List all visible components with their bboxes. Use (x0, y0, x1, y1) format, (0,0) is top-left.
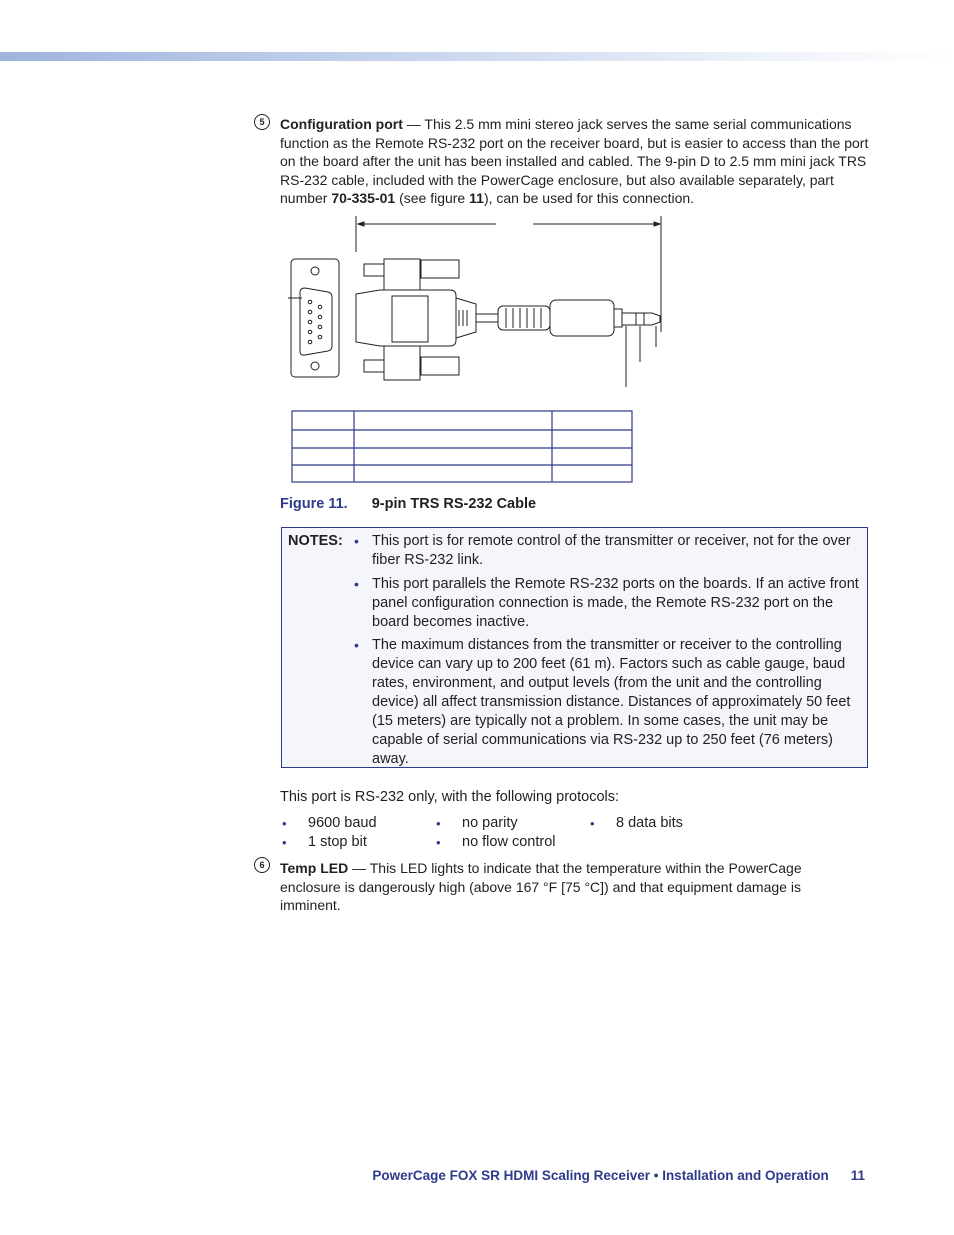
footer-title: PowerCage FOX SR HDMI Scaling Receiver • Installation and Operation (372, 1168, 829, 1183)
configuration-port-text-end: ), can be used for this connection. (483, 190, 695, 206)
notes-box (281, 527, 868, 768)
protocol-item: 1 stop bit (308, 834, 367, 850)
notes-label: NOTES: (288, 533, 343, 549)
temp-led-title: Temp LED (280, 860, 349, 876)
bullet-icon: • (282, 816, 287, 831)
figure-caption (280, 496, 536, 512)
note-item: This port parallels the Remote RS-232 ports on the boards. If an active front panel configuration connection is made, the Remote RS-232 port on the board becomes inactive. (372, 576, 859, 630)
figure-number: Figure 11. (280, 496, 348, 512)
bullet-icon: • (590, 816, 595, 831)
figure-title: 9-pin TRS RS-232 Cable (371, 496, 537, 512)
item-5-marker: 5 (254, 114, 270, 130)
protocol-item: no parity (462, 815, 518, 831)
figure-ref-text: (see figure (395, 190, 470, 206)
figure-ref-number: 11 (469, 190, 484, 206)
note-item: The maximum distances from the transmitter or receiver to the controlling device can vary up to 200 feet (61 m). Factors such as cable gauge, baud rates, environment, and output levels (from the unit and the controlling device) all affect transmission distance. Distances of approximately 50 feet (15 meters) are typically not a problem. In some cases, the unit may be capable of serial communications via RS-232 up to 250 feet (76 meters) away. (372, 637, 851, 767)
note-item: This port is for remote control of the transmitter or receiver, not for the over fiber RS-232 link. (372, 533, 851, 568)
dash: — (402, 116, 425, 132)
page-footer (372, 1168, 865, 1183)
configuration-port-title: Configuration port (280, 116, 403, 132)
temp-led-text: This LED lights to indicate that the temperature within the PowerCage enclosure is dangerously high (above 167 °F [75 °C]) and that equipment damage is imminent. (280, 860, 802, 913)
protocol-item: 8 data bits (616, 815, 683, 831)
page-number: 11 (850, 1168, 865, 1183)
configuration-port-paragraph (280, 115, 875, 208)
protocol-item: no flow control (462, 834, 556, 850)
bullet-icon: • (354, 637, 359, 653)
part-number: 70-335-01 (331, 190, 396, 206)
protocols-intro: This port is RS-232 only, with the following protocols: (280, 789, 620, 805)
bullet-icon: • (436, 816, 441, 831)
bullet-icon: • (354, 533, 359, 549)
bullet-icon: • (436, 835, 441, 850)
protocol-item: 9600 baud (308, 815, 377, 831)
header-gradient-bar (0, 52, 954, 61)
temp-led-paragraph (280, 859, 860, 915)
dash: — (348, 860, 370, 876)
configuration-port-text: This 2.5 mm mini stereo jack serves the same serial communications function as the Remote RS-232 port on the receiver board, but is easier to access than the port on the board after the unit has been installed and cabled. The 9-pin D to 2.5 mm mini jack TRS RS-232 cable, included with the PowerCage enclosure, but also available separately, part number (280, 116, 869, 206)
trs-cable-diagram (280, 212, 680, 487)
bullet-icon: • (354, 576, 359, 592)
item-6-marker: 6 (254, 857, 270, 873)
bullet-icon: • (282, 835, 287, 850)
